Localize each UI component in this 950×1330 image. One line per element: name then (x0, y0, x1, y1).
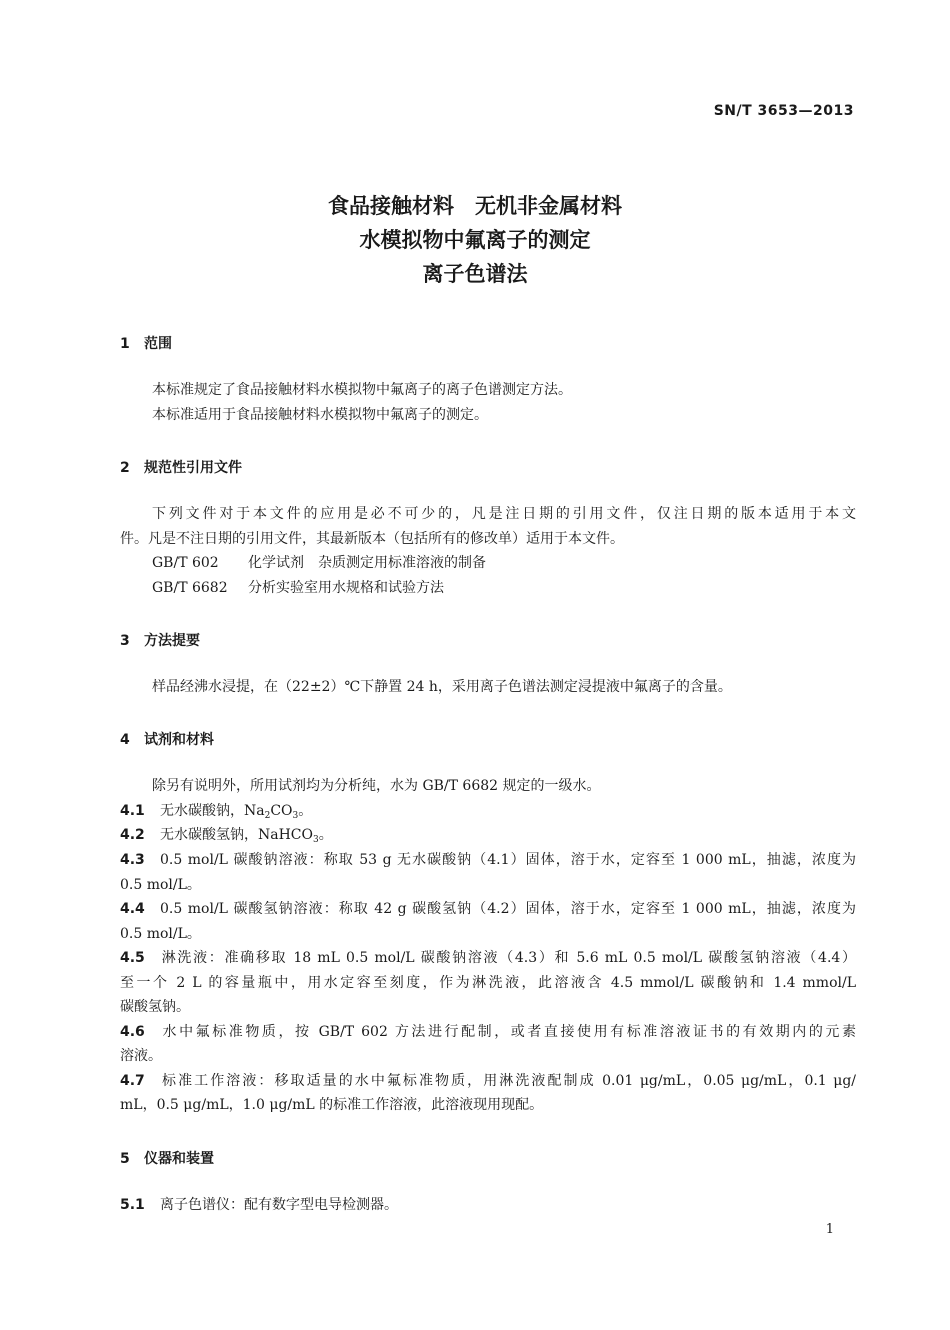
item-4-4-line-1: 4.4 0.5 mol/L 碳酸氢钠溶液：称取 42 g 碳酸氢钠（4.2）固体，溶于水，定容至 1 000 mL，抽滤，浓度为 (120, 901, 856, 917)
section-1-heading: 1 范围 (120, 336, 172, 352)
section-3-heading: 3 方法提要 (120, 633, 200, 649)
normative-reference-1: GB/T 602 化学试剂 杂质测定用标准溶液的制备 (152, 555, 486, 571)
item-4-7-line-2: mL，0.5 μg/mL，1.0 μg/mL 的标准工作溶液，此溶液现用现配。 (120, 1097, 544, 1113)
section-2-para-line-1: 下列文件对于本文件的应用是必不可少的，凡是注日期的引用文件，仅注日期的版本适用于本文 (152, 506, 856, 522)
item-4-6-line-1: 4.6 水中氟标准物质，按 GB/T 602 方法进行配制，或者直接使用有标准溶液证书的有效期内的元素 (120, 1024, 856, 1040)
section-4-heading: 4 试剂和材料 (120, 732, 214, 748)
item-4-3-line-2: 0.5 mol/L。 (120, 877, 201, 893)
item-4-5-line-1: 4.5 淋洗液：准确移取 18 mL 0.5 mol/L 碳酸钠溶液（4.3）和 5.6 mL 0.5 mol/L 碳酸氢钠溶液（4.4） (120, 950, 856, 966)
item-4-7-line-1: 4.7 标准工作溶液：移取适量的水中氟标准物质，用淋洗液配制成 0.01 μg/mL，0.05 μg/mL，0.1 μg/ (120, 1073, 856, 1089)
section-2-para-line-2: 件。凡是不注日期的引用文件，其最新版本（包括所有的修改单）适用于本文件。 (120, 531, 624, 547)
section-4-intro: 除另有说明外，所用试剂均为分析纯，水为 GB/T 6682 规定的一级水。 (152, 778, 601, 794)
item-4-6-line-2: 溶液。 (120, 1048, 162, 1064)
title-line-1: 食品接触材料 无机非金属材料 (328, 194, 622, 218)
page-number: 1 (825, 1222, 834, 1237)
section-3-para: 样品经沸水浸提，在（22±2）℃下静置 24 h，采用离子色谱法测定浸提液中氟离子的含量。 (152, 679, 732, 695)
item-4-2: 4.2 无水碳酸氢钠，NaHCO$_3$。 (120, 827, 333, 845)
section-1-para-1: 本标准规定了食品接触材料水模拟物中氟离子的离子色谱测定方法。 (152, 382, 572, 398)
item-4-3-line-1: 4.3 0.5 mol/L 碳酸钠溶液：称取 53 g 无水碳酸钠（4.1）固体，溶于水，定容至 1 000 mL，抽滤，浓度为 (120, 852, 856, 868)
section-5-heading: 5 仪器和装置 (120, 1151, 214, 1167)
item-4-5-line-2: 至一个 2 L 的容量瓶中，用水定容至刻度，作为淋洗液，此溶液含 4.5 mmol/L 碳酸钠和 1.4 mmol/L (120, 975, 856, 991)
document-number: SN/T 3653—2013 (713, 103, 854, 119)
item-4-5-line-3: 碳酸氢钠。 (120, 999, 190, 1015)
title-line-2: 水模拟物中氟离子的测定 (359, 228, 591, 252)
normative-reference-2: GB/T 6682 分析实验室用水规格和试验方法 (152, 580, 444, 596)
section-1-para-2: 本标准适用于食品接触材料水模拟物中氟离子的测定。 (152, 407, 488, 423)
section-2-heading: 2 规范性引用文件 (120, 460, 242, 476)
title-line-3: 离子色谱法 (422, 262, 528, 286)
item-4-4-line-2: 0.5 mol/L。 (120, 926, 201, 942)
item-4-1: 4.1 无水碳酸钠，$Na_2CO_3$。 (120, 803, 313, 821)
item-5-1: 5.1 离子色谱仪：配有数字型电导检测器。 (120, 1197, 398, 1213)
